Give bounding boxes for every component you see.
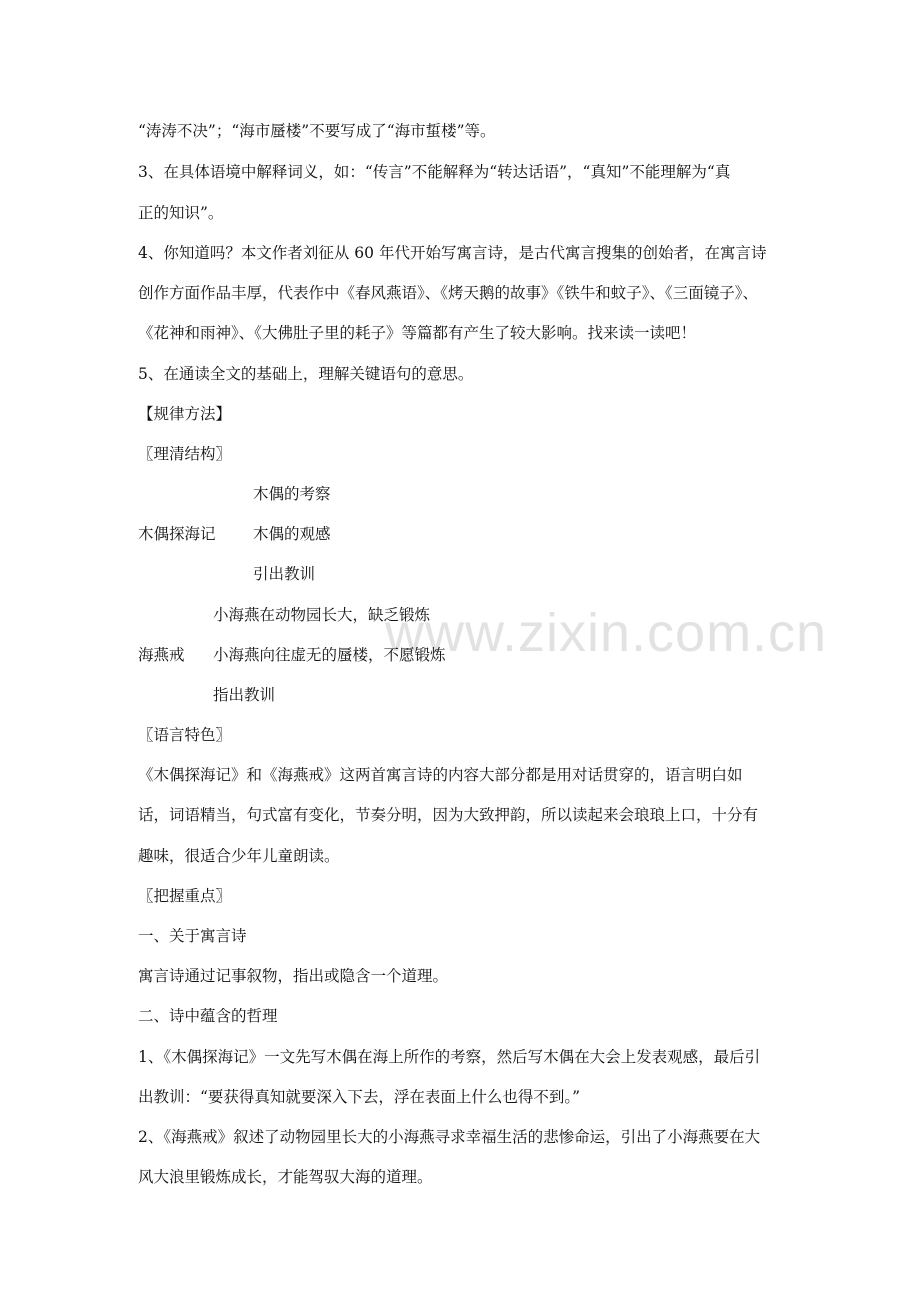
text-line: 正的知识”。 [138,204,224,222]
text-line: 5、在通读全文的基础上，理解关键语句的意思。 [138,365,474,383]
structure-root: 木偶探海记 [138,525,216,543]
text-line: 创作方面作品丰厚，代表作中《春风燕语》、《烤天鹅的故事》《铁牛和蚊子》、《三面镜子》、 [138,284,759,302]
text-line: 趣味，很适合少年儿童朗读。 [138,847,340,865]
text-line: 4、你知道吗？本文作者刘征从 60 年代开始写寓言诗，是古代寓言搜集的创始者，在寓言诗 [138,244,767,262]
text-line: 出教训：“要获得真知就要深入下去，浮在表面上什么也得不到。” [138,1088,581,1106]
structure-item: 指出教训 [213,686,276,704]
text-line: “涛涛不决”；“海市蜃楼”不要写成了“海市蜇楼”等。 [138,122,496,140]
text-line: 寓言诗通过记事叙物，指出或隐含一个道理。 [138,967,449,985]
subsection-heading: 〖把握重点〗 [138,887,232,905]
text-line: 2、《海燕戒》叙述了动物园里长大的小海燕寻求幸福生活的悲惨命运，引出了小海燕要在大 [138,1128,761,1146]
subsection-heading: 〖语言特色〗 [138,726,232,744]
structure-root: 海燕戒 [138,646,185,664]
text-line: 1、《木偶探海记》一文先写木偶在海上所作的考察，然后写木偶在大会上发表观感，最后引 [138,1048,761,1066]
watermark: www.zixin.com.cn [385,603,828,663]
structure-item: 引出教训 [253,565,316,583]
text-line: 3、在具体语境中解释词义，如：“传言”不能解释为“转达话语”，“真知”不能理解为“真 [138,163,731,181]
structure-item: 小海燕在动物园长大，缺乏锻炼 [213,606,431,624]
structure-item: 木偶的观感 [253,525,331,543]
text-line: 一、关于寓言诗 [138,927,247,945]
text-line: 二、诗中蕴含的哲理 [138,1007,278,1025]
text-line: 《木偶探海记》和《海燕戒》这两首寓言诗的内容大部分都是用对话贯穿的，语言明白如 [138,766,743,784]
text-line: 风大浪里锻炼成长，才能驾驭大海的道理。 [138,1168,433,1186]
subsection-heading: 〖理清结构〗 [138,445,232,463]
text-line: 话，词语精当，句式富有变化，节奏分明，因为大致押韵，所以读起来会琅琅上口，十分有 [138,806,759,824]
section-heading: 【规律方法】 [138,405,232,423]
text-line: 《花神和雨神》、《大佛肚子里的耗子》等篇都有产生了较大影响。找来读一读吧！ [138,324,697,342]
structure-item: 小海燕向往虚无的蜃楼，不愿锻炼 [213,646,446,664]
structure-item: 木偶的考察 [253,485,331,503]
